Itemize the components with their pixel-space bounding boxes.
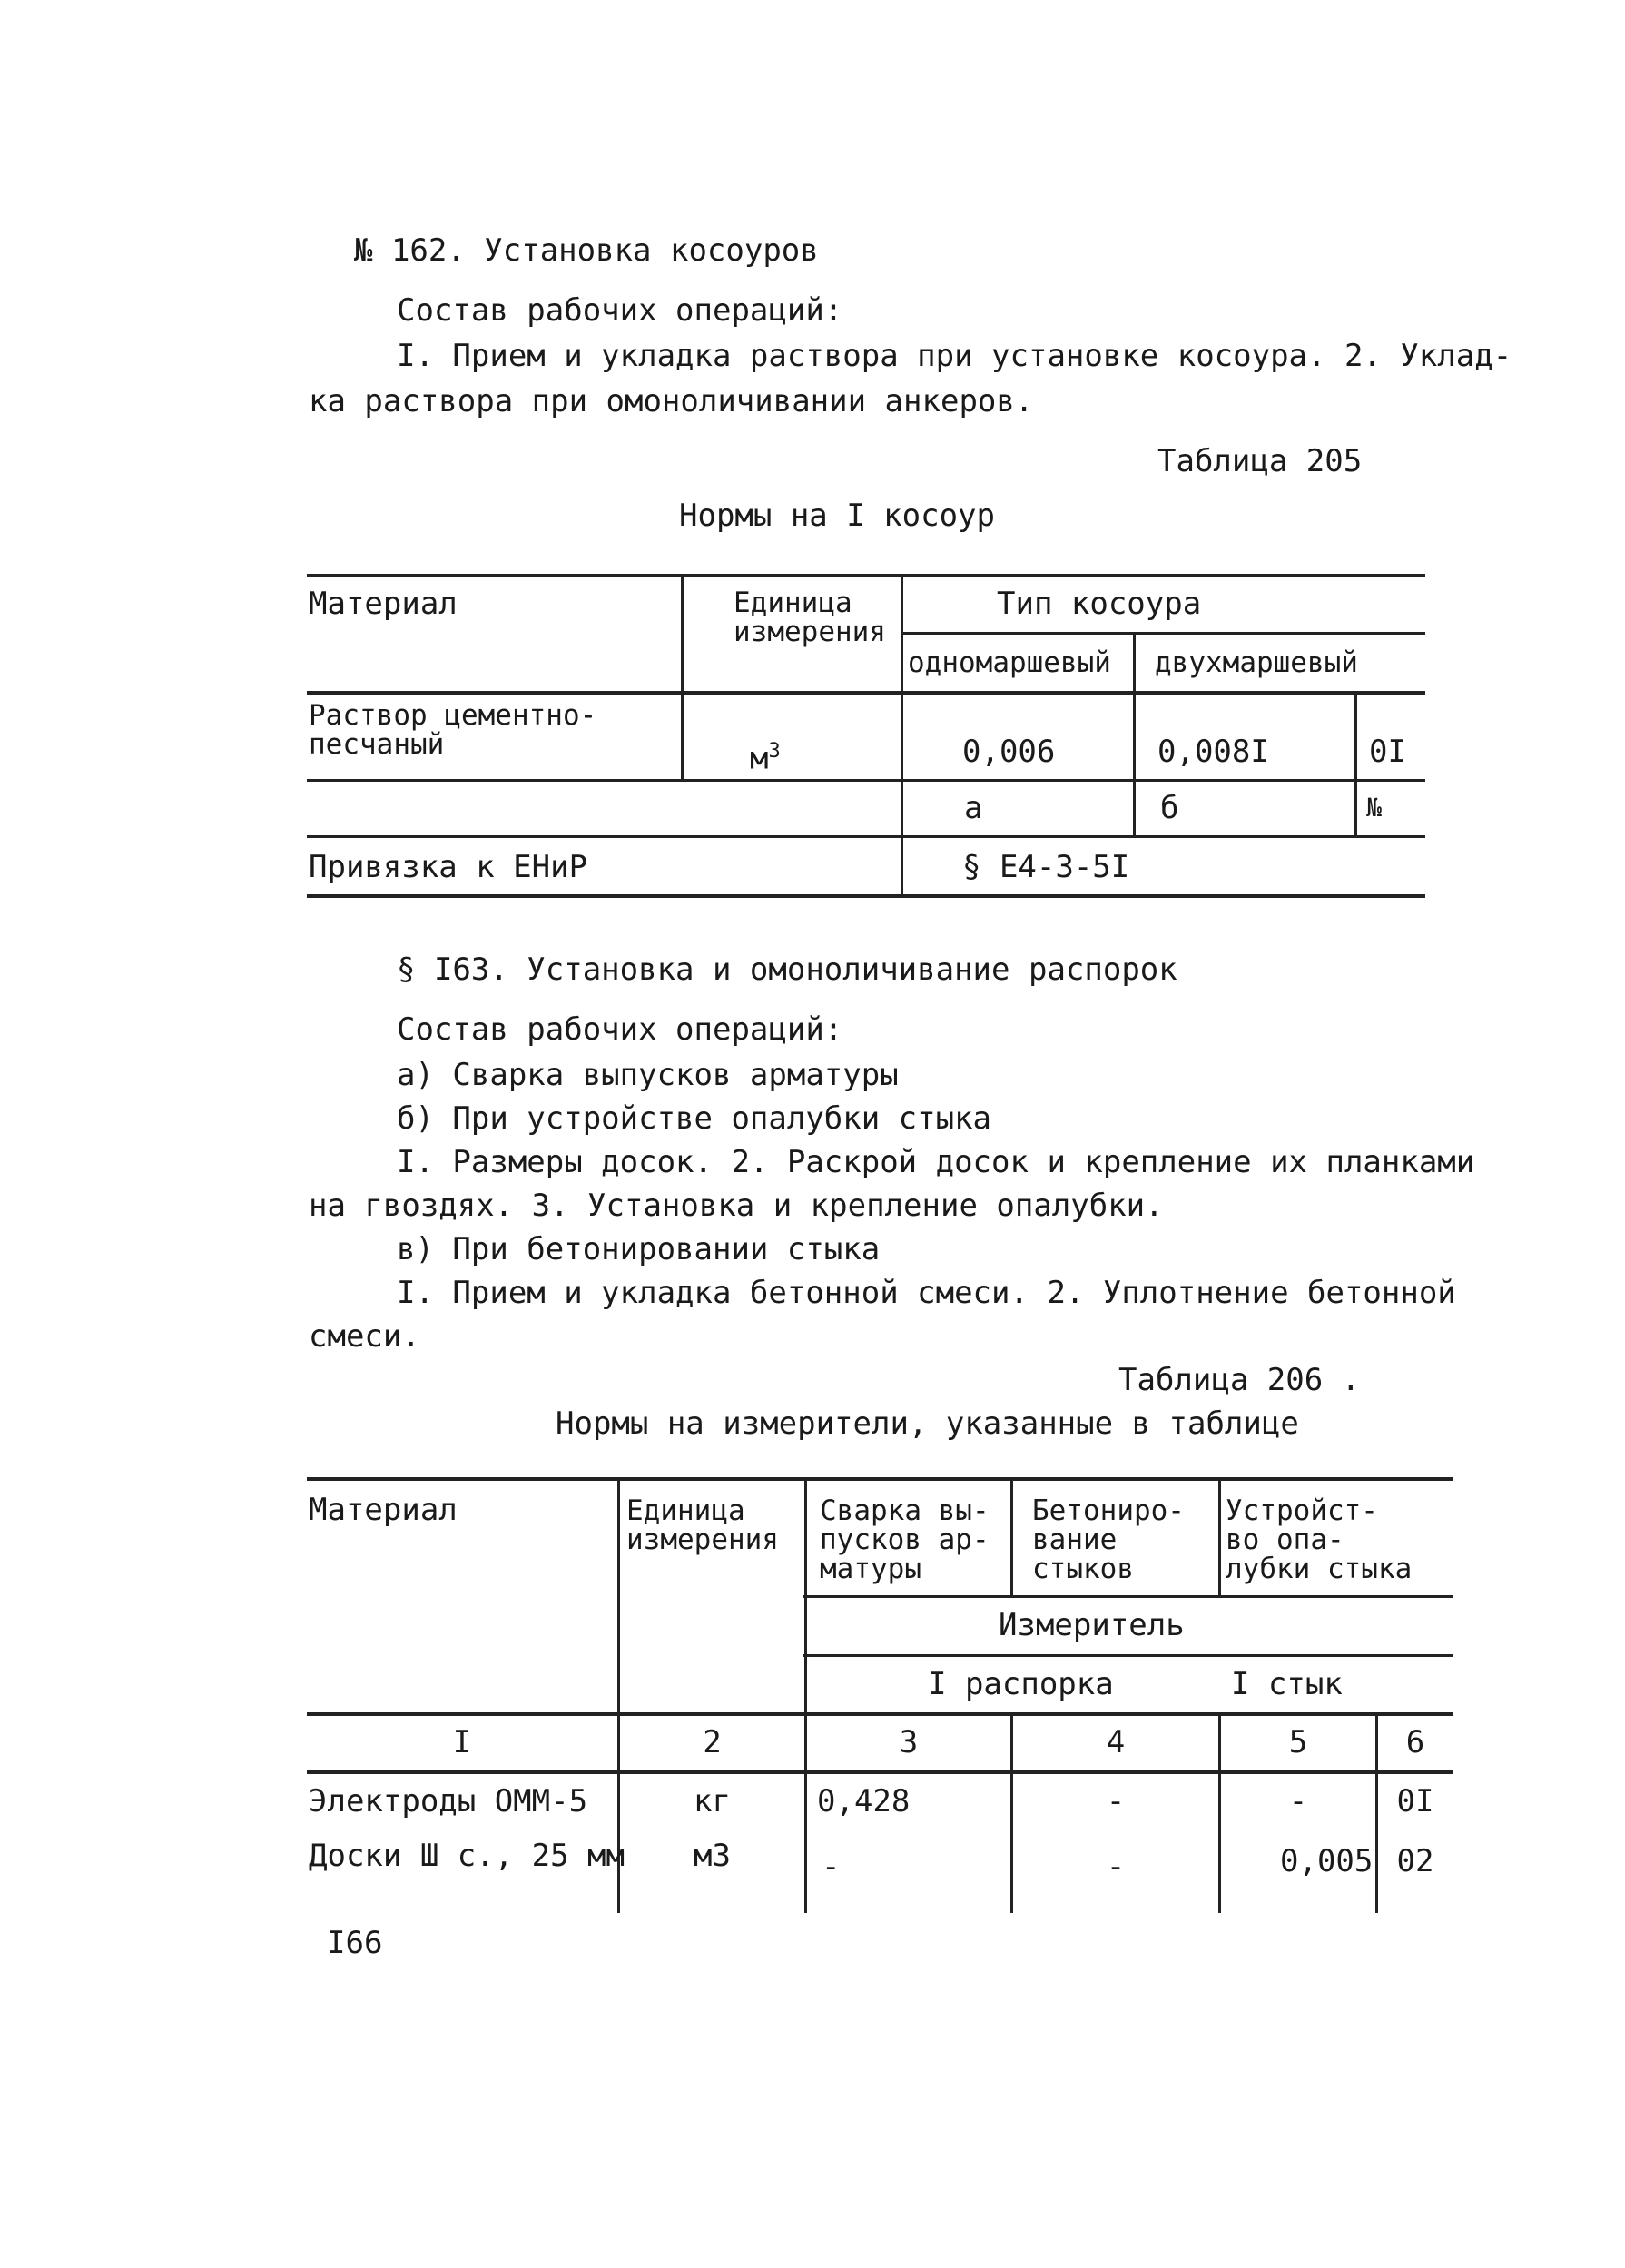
table-206-header-rule [803,1595,1453,1598]
section-163-item-c-line1: I. Прием и укладка бетонной смеси. 2. Уплотнение бетонной [397,1275,1456,1311]
table-206-row-1-code: 0I [1396,1783,1434,1819]
table-206-vline-form [1218,1479,1221,1595]
table-206-col-num-2: 2 [703,1724,722,1760]
section-162-heading: № 162. Установка косоуров [354,232,819,269]
section-162-ops-line1: I. Прием и укладка раствора при установке косоура. 2. Уклад- [397,338,1512,374]
table-206-header-concrete-2: вание [1032,1524,1118,1556]
table-206-header-form-1: Устройст- [1226,1494,1378,1527]
table-206-number: Таблица 206 . [1118,1362,1361,1398]
table-205-type-rule [901,632,1425,635]
section-163-item-b-line1: I. Размеры досок. 2. Раскрой досок и крепление их планками [397,1144,1475,1180]
table-206-top-rule [307,1477,1453,1481]
table-205-header-two-march: двухмаршевый [1155,646,1358,679]
table-205-vline-two [1133,634,1136,835]
table-206-row-2-code: 02 [1396,1843,1434,1879]
table-206-row-1-material: Электроды ОММ-5 [309,1783,588,1819]
table-206-header-form-3: лубки стыка [1226,1553,1413,1585]
table-206-row-1-concrete: - [1106,1783,1126,1819]
table-206-header-concrete-3: стыков [1032,1553,1134,1585]
table-205-header-one-march: одномаршевый [908,646,1111,679]
table-205-vline-type [901,576,903,894]
table-205-vline-code [1354,692,1357,835]
section-163-item-c: в) При бетонировании стыка [397,1231,881,1267]
table-206-row-1-unit: кг [694,1783,731,1819]
table-205-number: Таблица 205 [1157,443,1363,479]
table-206-col-num-3: 3 [899,1724,919,1760]
table-205-title: Нормы на I косоур [679,498,995,534]
section-162-ops-label: Состав рабочих операций: [397,292,843,329]
table-206-vline-concrete [1010,1479,1013,1595]
table-206-header-material: Материал [309,1492,458,1528]
table-205-vline-unit [681,576,684,781]
table-206-vline-weld [804,1479,807,1913]
table-205-data-rule [307,779,1425,782]
table-206-header-joint: I стык [1231,1666,1343,1702]
table-206-row-1-form: - [1288,1783,1308,1819]
table-205-header-unit-2: измерения [734,616,886,648]
table-205-index-a: а [964,790,983,826]
table-206-header-form-2: во опа- [1226,1524,1344,1556]
table-206-header-concrete-1: Бетониро- [1032,1494,1185,1527]
section-162-ops-line2: ка раствора при омоноличивании анкеров. [309,383,1034,419]
table-205-row-material-2: песчаный [309,728,445,761]
table-205-row-unit-sup: 3 [768,740,781,763]
table-206-numbers-top-rule [307,1712,1453,1716]
table-206-title: Нормы на измерители, указанные в таблице [556,1405,1299,1442]
table-205-row-two-march: 0,008I [1157,734,1269,770]
page-number: I66 [327,1925,383,1961]
table-206-col-num-4: 4 [1106,1724,1126,1760]
section-163-item-a: а) Сварка выпусков арматуры [397,1057,899,1093]
table-205-row-unit: $м^3$ [750,740,781,777]
table-205-binding-label: Привязка к ЕНиР [309,849,588,885]
section-163-item-b-line2: на гвоздях. 3. Установка и крепление опалубки. [309,1188,1164,1224]
table-206-header-unit-1: Единица [626,1494,745,1527]
table-205-row-material-1: Раствор цементно- [309,699,597,732]
table-206-row-1-weld: 0,428 [817,1783,911,1819]
table-205-top-rule [307,574,1425,577]
section-163-heading: § I63. Установка и омоноличивание распорок [397,952,1177,988]
table-205-row-one-march: 0,006 [962,734,1056,770]
table-205-row-code: 0I [1369,734,1406,770]
table-206-row-2-unit: м3 [694,1838,731,1874]
table-206-header-weld-1: Сварка вы- [820,1494,990,1527]
table-205-index-no: № [1366,793,1382,823]
section-163-item-b: б) При устройстве опалубки стыка [397,1100,992,1137]
table-206-row-2-concrete: - [1106,1849,1126,1885]
table-205-binding-value: § Е4-3-5I [962,849,1130,885]
table-206-row-2-weld: - [822,1849,841,1885]
table-206-header-weld-2: пусков ар- [820,1524,990,1556]
table-206-meter-rule [803,1654,1453,1657]
table-205-bottom-rule [307,894,1425,898]
table-206-header-strut: I распорка [928,1666,1114,1702]
table-206-col-num-1: I [452,1724,472,1760]
table-205-header-material: Материал [309,586,458,622]
table-205-header-unit-1: Единица [734,587,852,619]
table-205-index-b: б [1160,790,1179,826]
table-206-header-weld-3: матуры [820,1553,921,1585]
table-206-row-2-material: Доски Ш с., 25 мм [309,1838,625,1874]
table-206-header-meter: Измеритель [999,1607,1185,1643]
table-206-col-num-5: 5 [1288,1724,1308,1760]
table-206-header-unit-2: измерения [626,1524,779,1556]
section-163-ops-label: Состав рабочих операций: [397,1011,843,1048]
table-205-header-type: Тип косоура [997,586,1202,622]
table-205-header-rule [307,691,1425,695]
section-163-item-c-line2: смеси. [309,1318,420,1355]
table-206-numbers-bottom-rule [307,1770,1453,1774]
table-206-col-num-6: 6 [1405,1724,1425,1760]
table-205-index-rule [307,835,1425,838]
table-206-row-2-form: 0,005 [1280,1843,1374,1879]
